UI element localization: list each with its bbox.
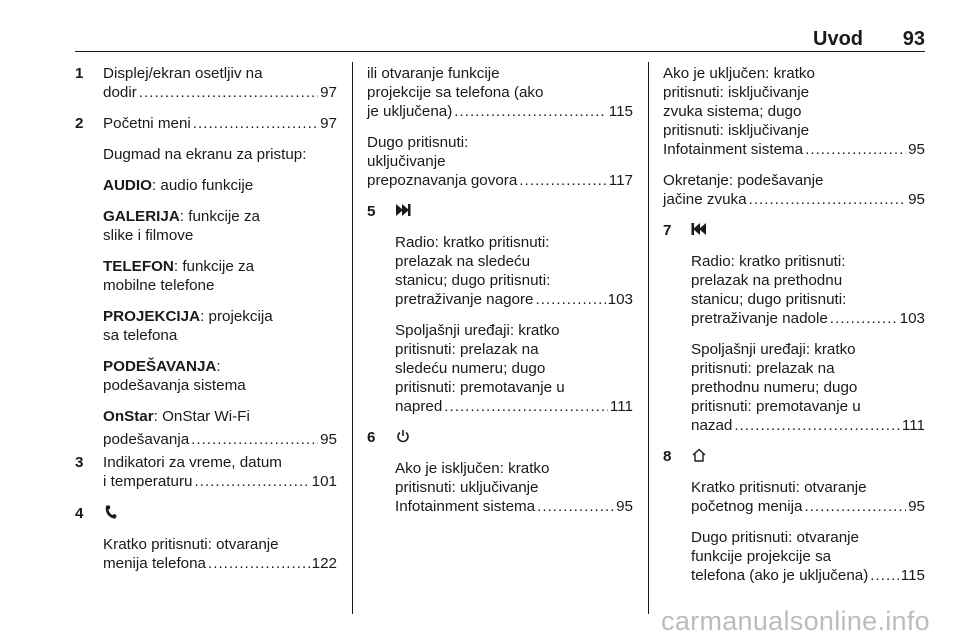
item-text: Indikatori za vreme, datum [103,454,282,471]
item-text: telefona (ako je uključena) [691,567,869,584]
column-1 [75,64,337,573]
item-number: 1 [75,65,84,82]
list-item-8 [663,447,925,585]
item-text: napred [395,398,443,415]
item-text: funkcije projekcije sa [691,548,832,565]
item-text: Početni meni [103,115,191,132]
paragraph [367,64,633,121]
paragraph [691,252,925,328]
item-number: 6 [367,429,376,446]
item-text: pretraživanje nadole [691,310,828,327]
item-text: projekcije sa telefona (ako [367,84,544,101]
list-item-3 [75,453,337,491]
page-number: 93 [902,28,925,50]
page-ref: 95 [908,191,925,208]
item-number: 7 [663,222,672,239]
paragraph [691,340,925,435]
item-text: Infotainment sistema [663,141,804,158]
page-ref: 97 [320,115,337,132]
item-text: Dugmad na ekranu za pristup: [103,146,307,163]
page-ref: 95 [908,141,925,158]
page-ref: 111 [901,417,925,434]
item-number: 8 [663,448,672,465]
item-text: početnog menija [691,498,803,515]
paragraph [691,528,925,585]
item-text: Spoljašnji uređaji: kratko [395,322,560,339]
item-number: 2 [75,115,84,132]
item-text: podešavanja sistema [103,377,246,394]
skip-forward-icon [395,202,411,218]
menu-entry-phone [103,257,337,295]
page-header [75,28,925,52]
page-ref: 103 [899,310,925,327]
page-ref: 95 [908,498,925,515]
item-text: Spoljašnji uređaji: kratko [691,341,856,358]
item-text: stanicu; dugo pritisnuti: [395,272,551,289]
item-text: uključivanje [367,153,446,170]
keyword: PODEŠAVANJA [103,358,217,375]
item-number: 3 [75,454,84,471]
item-text: : funkcije za [173,258,255,275]
item-text: : OnStar Wi-Fi [153,408,250,425]
item-text: Displej/ekran osetljiv na [103,65,263,82]
item-text: Dugo pritisnuti: [367,134,469,151]
item-text: zvuka sistema; dugo [663,103,802,120]
menu-entry-audio [103,176,337,195]
item-text: podešavanja [103,431,190,448]
item-text: : audio funkcije [151,177,254,194]
page-ref: 115 [608,103,633,120]
list-item-6 [367,428,633,516]
item-text: pritisnuti: premotavanje u [691,398,861,415]
item-text: jačine zvuka [663,191,747,208]
home-icon [691,447,707,463]
list-item-1 [75,64,337,102]
page-ref: 103 [607,291,633,308]
paragraph [663,171,925,209]
item-text: Dugo pritisnuti: otvaranje [691,529,859,546]
item-number: 4 [75,505,84,522]
power-icon [395,428,411,444]
paragraph [395,321,633,416]
keyword: GALERIJA [103,208,180,225]
item-text: pretraživanje nagore [395,291,534,308]
item-text: pritisnuti: prelazak na [691,360,835,377]
item-text: prethodnu numeru; dugo [691,379,858,396]
item-text: Okretanje: podešavanje [663,172,824,189]
item-text: Kratko pritisnuti: otvaranje [691,479,867,496]
item-text: Ako je uključen: kratko [663,65,815,82]
page-ref: 95 [616,498,633,515]
section-title: Uvod [813,28,863,50]
keyword: AUDIO [103,177,152,194]
menu-entry-gallery [103,207,337,245]
item-text: Infotainment sistema [395,498,536,515]
watermark-text: carmanualsonline.info [661,606,930,636]
page-ref: 122 [311,555,337,572]
column-divider-2 [648,62,649,614]
page-ref: 111 [609,398,633,415]
menu-entry-onstar [103,407,337,426]
item-text: prepoznavanja govora [367,172,518,189]
item-text: i temperaturu [103,473,193,490]
skip-back-icon [691,221,707,237]
item-text: : projekcija [200,308,273,325]
paragraph [663,64,925,159]
item-text: pritisnuti: premotavanje u [395,379,565,396]
item-text: prelazak na sledeću [395,253,531,270]
menu-entry-settings [103,357,337,395]
item-text: menija telefona [103,555,207,572]
item-text: Kratko pritisnuti: otvaranje [103,536,279,553]
list-item-2 [75,114,337,449]
column-2 [367,64,633,516]
paragraph [367,133,633,190]
item-text: mobilne telefone [103,277,215,294]
page-ref: 117 [608,172,633,189]
item-text: ili otvaranje funkcije [367,65,500,82]
list-item-4 [75,504,337,573]
item-text: pritisnuti: uključivanje [395,479,539,496]
item-number: 5 [367,203,376,220]
item-text: prelazak na prethodnu [691,272,843,289]
page-ref: 95 [320,431,337,448]
item-text: : funkcije za [179,208,260,225]
keyword: PROJEKCIJA [103,308,201,325]
header-rule [75,51,925,52]
column-3 [663,64,925,585]
item-text: pritisnuti: prelazak na [395,341,539,358]
item-text: Ako je isključen: kratko [395,460,550,477]
item-text: sledeću numeru; dugo [395,360,546,377]
item-text: je uključena) [367,103,453,120]
item-text: Radio: kratko pritisnuti: [691,253,846,270]
paragraph [395,233,633,309]
item-text: slike i filmove [103,227,194,244]
paragraph [691,478,925,516]
menu-entry-projection [103,307,337,345]
keyword: TELEFON [103,258,174,275]
list-item-7 [663,221,925,435]
column-divider-1 [352,62,353,614]
item-text: pritisnuti: isključivanje [663,84,810,101]
page-ref: 115 [900,567,925,584]
item-text: : [216,358,221,375]
page-ref: 97 [320,84,337,101]
item-text: sa telefona [103,327,178,344]
list-item-5 [367,202,633,416]
item-text: nazad [691,417,733,434]
item-text: stanicu; dugo pritisnuti: [691,291,847,308]
keyword: OnStar [103,408,154,425]
item-text: dodir [103,84,137,101]
item-text: pritisnuti: isključivanje [663,122,810,139]
page-ref: 101 [311,473,337,490]
phone-icon [103,504,119,520]
item-text: Radio: kratko pritisnuti: [395,234,550,251]
